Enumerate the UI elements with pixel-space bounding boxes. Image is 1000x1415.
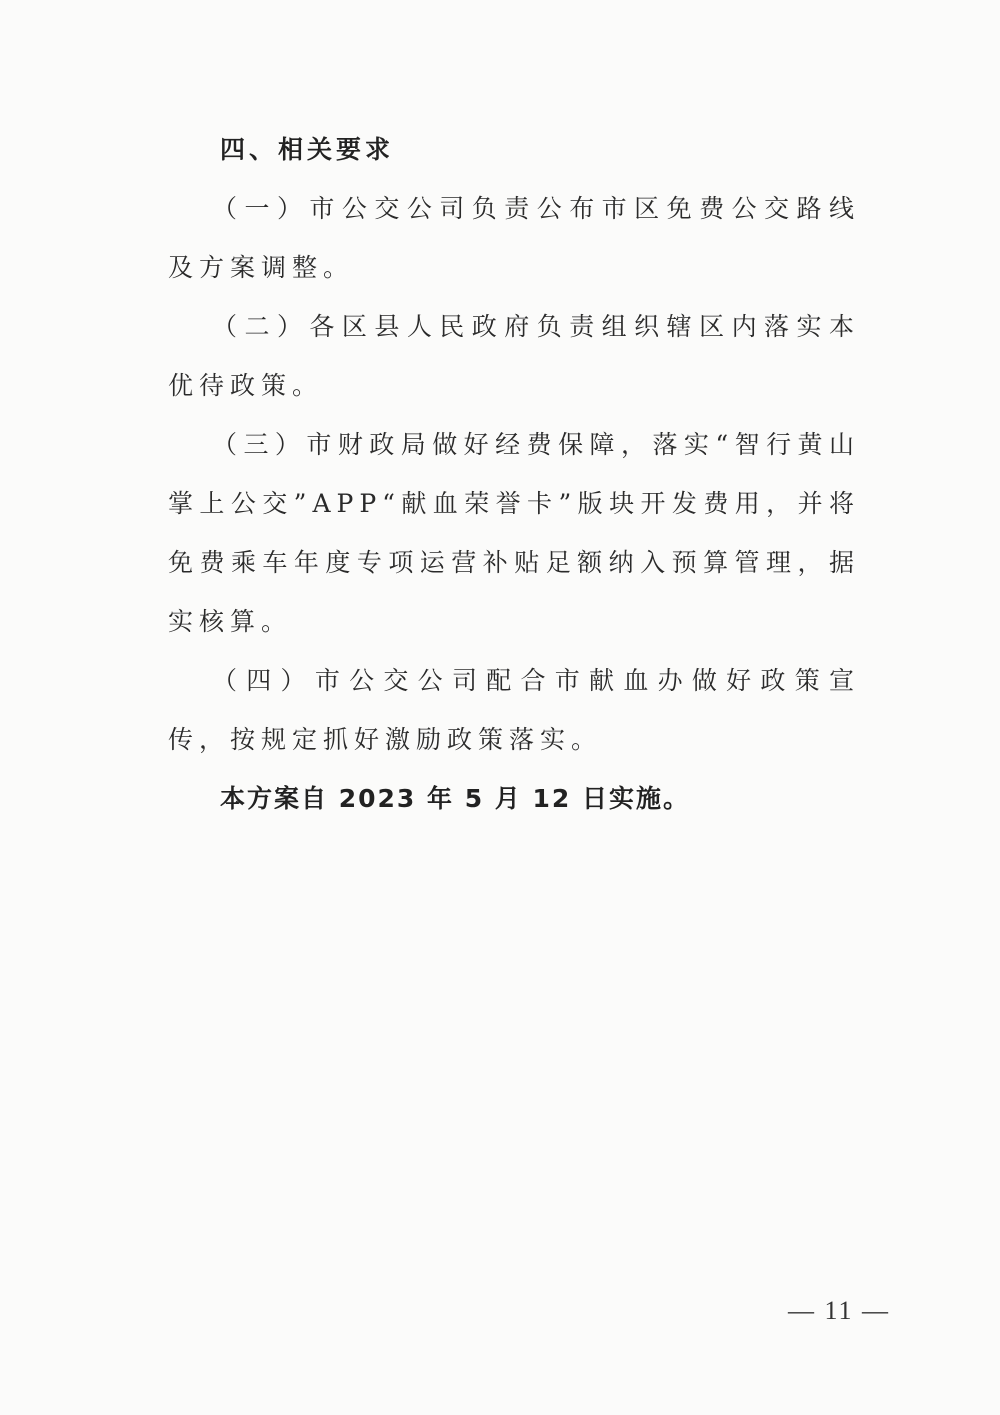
requirement-item-1: （一）市公交公司负责公布市区免费公交路线及方案调整。 xyxy=(168,194,860,282)
section-heading: 四、相关要求 xyxy=(220,135,395,164)
effective-date: 本方案自 2023 年 5 月 12 日实施。 xyxy=(220,784,690,813)
requirement-item-3: （三）市财政局做好经费保障，落实“智行黄山掌上公交”APP“献血荣誉卡”版块开发费用，并将免费乘车年度专项运营补贴足额纳入预算管理，据实核算。 xyxy=(168,430,860,636)
requirement-item-2: （二）各区县人民政府负责组织辖区内落实本优待政策。 xyxy=(168,312,860,400)
page-number: — 11 — xyxy=(788,1296,891,1325)
requirement-item-4: （四）市公交公司配合市献血办做好政策宣传，按规定抓好激励政策落实。 xyxy=(168,666,860,754)
document-body xyxy=(168,120,860,828)
